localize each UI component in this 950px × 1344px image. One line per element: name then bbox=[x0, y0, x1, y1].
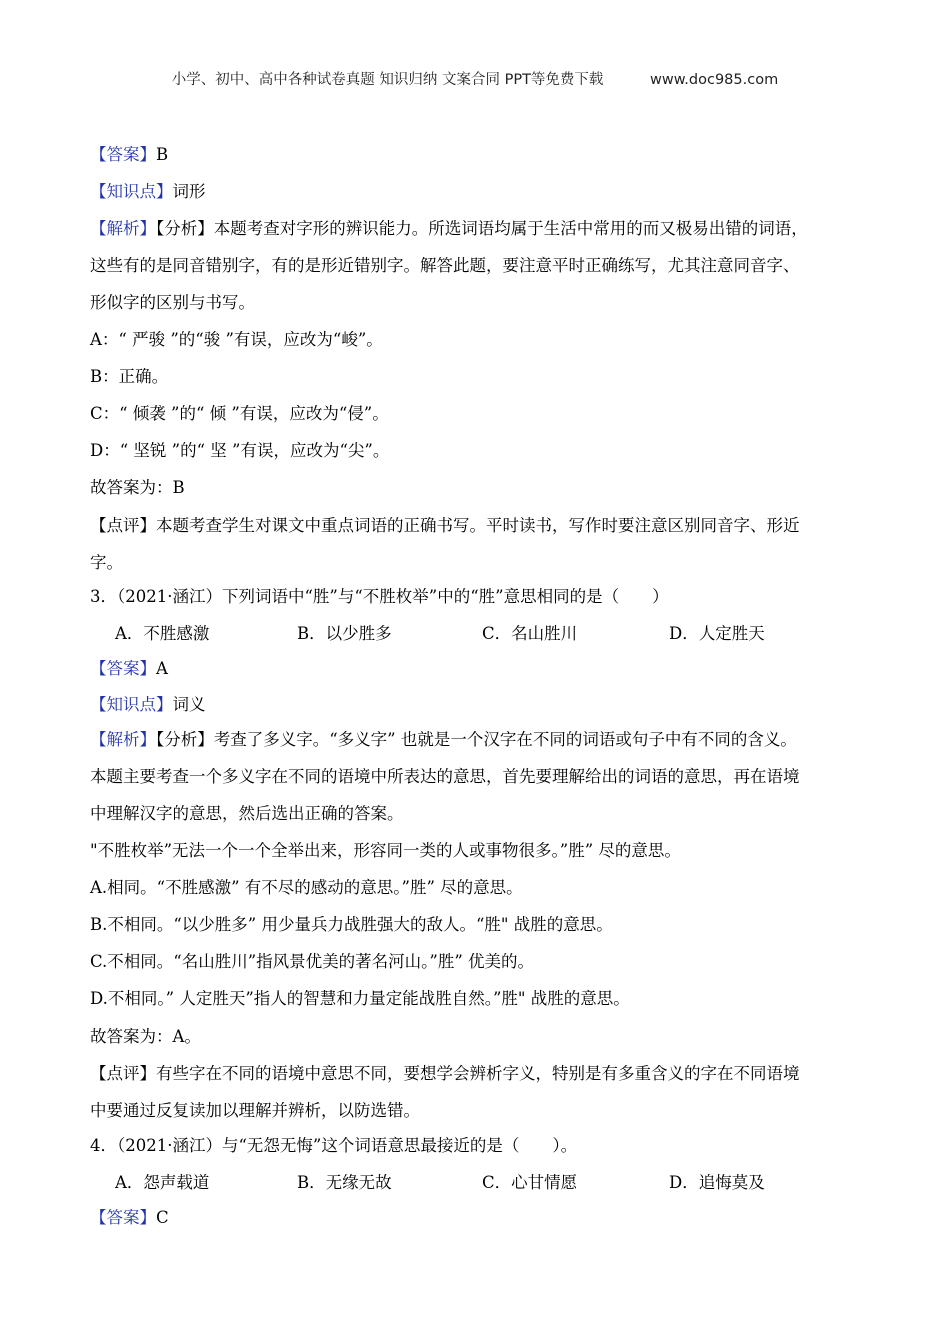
analysis-text: 【分析】本题考查对字形的辨识能力。所选词语均属于生活中常用的而又极易出错的词语， bbox=[156, 219, 808, 238]
q3-analysis-line1 bbox=[90, 728, 890, 752]
q4-option-b: B．无缘无故 bbox=[297, 1173, 392, 1192]
q2-comment-line2: 字。 bbox=[90, 553, 123, 572]
q2-analysis-line2: 这些有的是同音错别字，有的是形近错别字。解答此题，要注意平时正确练写，尤其注意同音字、 bbox=[90, 256, 800, 275]
q2-comment-line1 bbox=[90, 514, 880, 538]
q3-option-d: D．人定胜天 bbox=[669, 624, 765, 643]
q4-answer bbox=[90, 1206, 880, 1230]
analysis-tag: 【解析】 bbox=[90, 219, 156, 238]
q2-explain-d: D：“ 坚锐 ”的“ 坚 ”有误，应改为“尖”。 bbox=[90, 441, 390, 460]
q2-conclusion: 故答案为：B bbox=[90, 478, 185, 497]
q3-explain-main: "不胜枚举”无法一个一个全举出来，形容同一类的人或事物很多。”胜” 尽的意思。 bbox=[90, 841, 681, 860]
comment-tag: 【点评】 bbox=[90, 516, 156, 535]
q4-option-a: A．怨声载道 bbox=[115, 1173, 210, 1192]
q3-knowledge-point bbox=[90, 693, 880, 717]
knowledge-tag: 【知识点】 bbox=[90, 182, 173, 201]
q3-comment-line1 bbox=[90, 1062, 880, 1086]
analysis-text: 【分析】考查了多义字。“多义字” 也就是一个汉字在不同的词语或句子中有不同的含义。 bbox=[156, 730, 797, 749]
answer-value: C bbox=[156, 1208, 169, 1227]
analysis-tag: 【解析】 bbox=[90, 730, 156, 749]
q3-answer bbox=[90, 657, 880, 681]
comment-text: 有些字在不同的语境中意思不同，要想学会辨析字义，特别是有多重含义的字在不同语境 bbox=[156, 1064, 800, 1083]
q3-explain-b: B.不相同。“以少胜多” 用少量兵力战胜强大的敌人。“胜" 战胜的意思。 bbox=[90, 915, 613, 934]
answer-value: B bbox=[156, 145, 169, 164]
q3-explain-a: A.相同。“不胜感激” 有不尽的感动的意思。”胜” 尽的意思。 bbox=[90, 878, 523, 897]
header-text: 小学、初中、高中各种试卷真题 知识归纳 文案合同 PPT等免费下载 bbox=[171, 72, 604, 88]
q4-option-d: D．追悔莫及 bbox=[669, 1173, 765, 1192]
q4-stem: 4．（2021·涵江）与“无怨无悔”这个词语意思最接近的是（ ）。 bbox=[90, 1136, 578, 1155]
answer-tag: 【答案】 bbox=[90, 1208, 156, 1227]
answer-tag: 【答案】 bbox=[90, 145, 156, 164]
q2-explain-c: C：“ 倾袭 ”的“ 倾 ”有误，应改为“侵”。 bbox=[90, 404, 389, 423]
knowledge-tag: 【知识点】 bbox=[90, 695, 173, 714]
q3-stem: 3．（2021·涵江）下列词语中“胜”与“不胜枚举”中的“胜”意思相同的是（ ） bbox=[90, 587, 669, 606]
q3-option-c: C．名山胜川 bbox=[482, 624, 578, 643]
comment-text: 本题考查学生对课文中重点词语的正确书写。平时读书，写作时要注意区别同音字、形近 bbox=[156, 516, 800, 535]
q3-explain-d: D.不相同。” 人定胜天”指人的智慧和力量定能战胜自然。”胜" 战胜的意思。 bbox=[90, 989, 630, 1008]
q2-analysis-line3: 形似字的区别与书写。 bbox=[90, 293, 255, 312]
page-header bbox=[0, 68, 950, 89]
q2-answer bbox=[90, 143, 880, 167]
q2-explain-a: A：“ 严骏 ”的“骏 ”有误，应改为“峻”。 bbox=[90, 330, 383, 349]
q2-analysis-line1 bbox=[90, 217, 880, 241]
q3-option-b: B．以少胜多 bbox=[297, 624, 392, 643]
q3-analysis-line2: 本题主要考查一个多义字在不同的语境中所表达的意思，首先要理解给出的词语的意思，再在语境 bbox=[90, 767, 800, 786]
q3-explain-c: C.不相同。“名山胜川”指风景优美的著名河山。”胜” 优美的。 bbox=[90, 952, 535, 971]
answer-value: A bbox=[156, 659, 168, 678]
knowledge-value: 词形 bbox=[172, 182, 206, 201]
q2-explain-b: B：正确。 bbox=[90, 367, 169, 386]
comment-tag: 【点评】 bbox=[90, 1064, 156, 1083]
q3-analysis-line3: 中理解汉字的意思，然后选出正确的答案。 bbox=[90, 804, 404, 823]
q4-option-c: C．心甘情愿 bbox=[482, 1173, 578, 1192]
answer-tag: 【答案】 bbox=[90, 659, 156, 678]
q3-comment-line2: 中要通过反复读加以理解并辨析，以防选错。 bbox=[90, 1101, 420, 1120]
header-site: www.doc985.com bbox=[650, 72, 779, 88]
knowledge-value: 词义 bbox=[172, 695, 206, 714]
q2-knowledge-point bbox=[90, 180, 880, 204]
q3-conclusion: 故答案为：A。 bbox=[90, 1027, 201, 1046]
q3-option-a: A．不胜感激 bbox=[115, 624, 210, 643]
